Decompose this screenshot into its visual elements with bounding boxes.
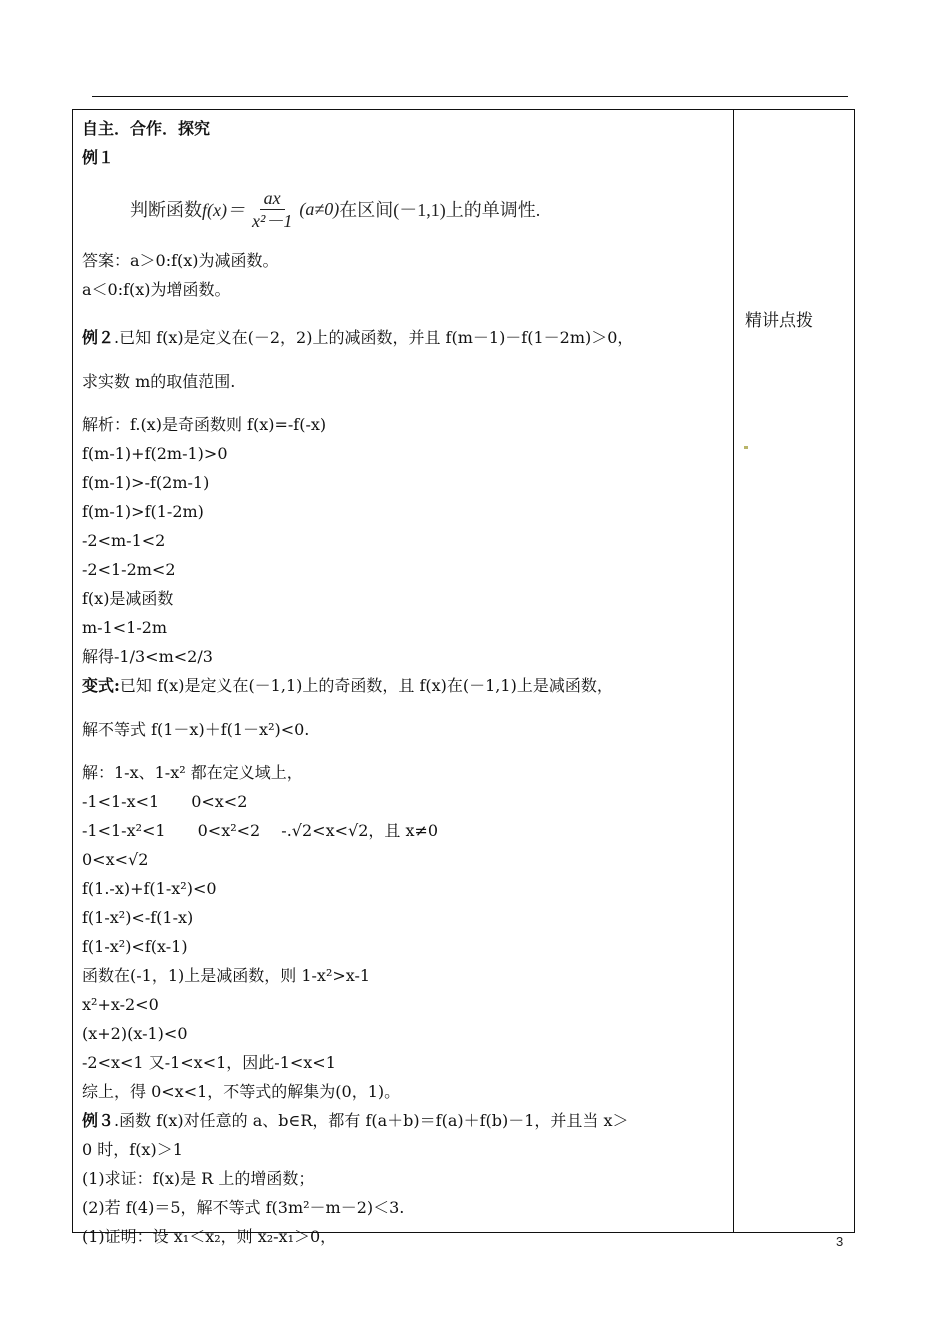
solution-line: f(1.-x)+f(1-x²)<0 [82,879,217,898]
solution-line: f(1-x²)<-f(1-x) [82,908,194,927]
stray-mark [744,446,748,449]
example2-text: .已知 f(x)是定义在(－2，2)上的减函数，并且 f(m－1)－f(1－2m)＞0， [114,328,634,347]
solution-line: 综上，得 0<x<1，不等式的解集为(0，1)。 [82,1082,401,1101]
example3-text: .函数 f(x)对任意的 a、b∈R，都有 f(a＋b)＝f(a)＋f(b)－1，并且当 x＞ [114,1111,629,1130]
solution-line: 0<x<√2 [82,850,149,869]
answer-line: 答案：a＞0:f(x)为减函数。 [82,251,279,270]
solution-line: f(m-1)+f(2m-1)>0 [82,444,228,463]
variant-label: 变式: [82,676,120,695]
formula-denominator: x²－1 [251,210,293,231]
solution-line: 函数在(-1，1)上是减函数，则 1-x²>x-1 [82,966,371,985]
example3-label: 例３ [82,1111,115,1130]
sidebar-label: 精讲点拨 [745,311,813,331]
example3-line: (1)求证：f(x)是 R 上的增函数； [82,1169,315,1188]
solution-line: f(1-x²)<f(x-1) [82,937,188,956]
column-divider [733,109,734,1233]
formula-prefix: 判断函数 [130,200,202,220]
main-column [82,114,727,1251]
example1-formula [82,172,727,246]
formula-numerator: ax [260,187,285,210]
solution-line: -1<1-x<1 0<x<2 [82,792,248,811]
solution-line: m-1<1-2m [82,618,168,637]
example3-line: (1)证明：设 x₁＜x₂，则 x₂-x₁＞0， [82,1227,337,1246]
solution-line: f(m-1)>-f(2m-1) [82,473,210,492]
solution-line: f(x)是减函数 [82,589,174,608]
solution-line: 解析：f.(x)是奇函数则 f(x)=-f(-x) [82,415,327,434]
formula-fx: f(x)＝ [202,200,245,220]
solution-line: -2<m-1<2 [82,531,166,550]
example1-title: 例１ [82,148,115,167]
formula-suffix: 在区间(－1,1)上的单调性. [339,200,541,220]
variant-text: 已知 f(x)是定义在(－1,1)上的奇函数，且 f(x)在(－1,1)上是减函数， [119,676,613,695]
example3-line: 0 时，f(x)＞1 [82,1140,183,1159]
solution-line: -2<x<1 又-1<x<1，因此-1<x<1 [82,1053,336,1072]
solution-line: 解得-1/3<m<2/3 [82,647,213,666]
example2-label: 例２ [82,328,115,347]
example3-statement [82,1106,727,1135]
solution-line: -2<1-2m<2 [82,560,176,579]
formula-condition: (a≠0) [299,198,340,219]
page-number: 3 [836,1234,844,1249]
example2-text-2: 求实数 m的取值范围. [82,372,236,391]
variant-statement [82,671,727,708]
formula-fraction [248,187,296,232]
section-header: 自主．合作．探究 [82,119,211,138]
header-rule [92,96,848,97]
solution-line: -1<1-x²<1 0<x²<2 -.√2<x<√2，且 x≠0 [82,821,439,840]
solution-line: f(m-1)>f(1-2m) [82,502,204,521]
solution-line: (x+2)(x-1)<0 [82,1024,188,1043]
variant-text-2: 解不等式 f(1－x)＋f(1－x²)<0. [82,720,310,739]
solution-line: x²+x-2<0 [82,995,159,1014]
answer-line: a＜0:f(x)为增函数。 [82,280,231,299]
example2-statement [82,316,727,360]
example3-line: (2)若 f(4)＝5，解不等式 f(3m²－m－2)＜3. [82,1198,405,1217]
solution-line: 解：1-x、1-x² 都在定义域上， [82,763,303,782]
